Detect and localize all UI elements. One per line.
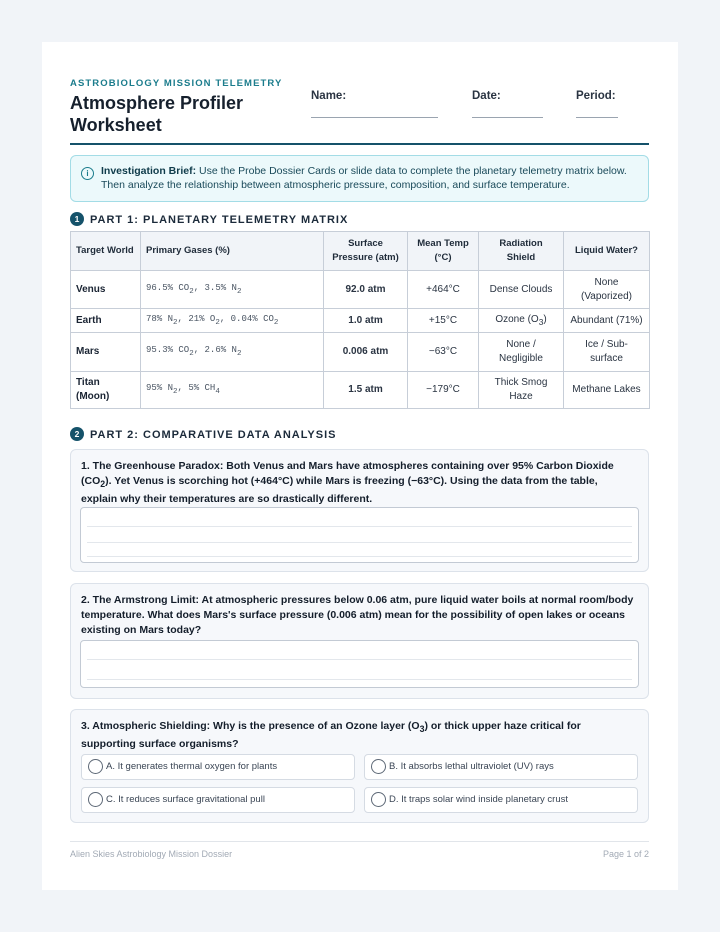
question-1-text: 1. The Greenhouse Paradox: Both Venus and Mars have atmospheres containing over 95% Carbon Dioxide $(CO_2)$. Yet Venus is scorching hot (+464°C) while Mars is freezing (−63°C). Using the data from the table, explain why their temperatures are so drastically different.: [81, 460, 614, 506]
col-surface-pressure: Surface Pressure (atm): [324, 232, 408, 271]
telemetry-matrix: [70, 231, 650, 409]
date-line: [472, 117, 543, 118]
answer-line: [87, 659, 632, 660]
footer-divider: [70, 841, 649, 842]
cell-shield: None / Negligible: [479, 333, 564, 372]
part1-heading: [70, 212, 348, 226]
period-label: Period:: [576, 90, 616, 102]
col-target-world: Target World: [71, 232, 141, 271]
cell-shield: Ozone $(O_3)$: [479, 309, 564, 333]
worksheet-title: Atmosphere Profiler Worksheet: [70, 93, 244, 135]
footer-page-number: Page 1 of 2: [602, 849, 649, 859]
name-field[interactable]: [311, 90, 346, 102]
info-icon: i: [81, 167, 94, 180]
cell-world: Mars: [71, 333, 141, 372]
cell-pressure: 92.0 atm: [324, 271, 408, 309]
cell-shield: Thick Smog Haze: [479, 372, 564, 409]
cell-pressure: 0.006 atm: [324, 333, 408, 372]
name-line: [311, 117, 438, 118]
part2-heading: [70, 427, 337, 441]
col-primary-gases: Primary Gases (%): [141, 232, 324, 271]
cell-temp: +464°C: [408, 271, 479, 309]
period-field[interactable]: [576, 90, 616, 102]
cell-pressure: 1.5 atm: [324, 372, 408, 409]
cell-water: Methane Lakes: [564, 372, 650, 409]
header-divider: [70, 143, 649, 145]
option-c[interactable]: [81, 787, 355, 813]
cell-gases: 78% $N_2$, 21% $O_2$, 0.04% $CO_2$: [141, 309, 324, 333]
option-d[interactable]: [364, 787, 638, 813]
part1-title: PART 1: PLANETARY TELEMETRY MATRIX: [90, 214, 349, 226]
radio-circle-icon[interactable]: [88, 792, 103, 807]
option-b-label: B. It absorbs lethal ultraviolet (UV) rays: [389, 761, 554, 772]
cell-gases: 95.3% $CO_2$, 2.6% $N_2$: [141, 333, 324, 372]
cell-shield: Dense Clouds: [479, 271, 564, 309]
option-a-label: A. It generates thermal oxygen for plants: [106, 761, 278, 772]
cell-temp: −63°C: [408, 333, 479, 372]
answer-line: [87, 556, 632, 557]
mission-kicker: ASTROBIOLOGY MISSION TELEMETRY: [70, 78, 283, 89]
period-line: [576, 117, 618, 118]
cell-water: Abundant (71%): [564, 309, 650, 333]
date-field[interactable]: [472, 90, 501, 102]
cell-temp: +15°C: [408, 309, 479, 333]
cell-world: Venus: [71, 271, 141, 309]
brief-body: Use the Probe Dossier Cards or slide data to complete the planetary telemetry matrix below. Then analyze the relationship between atmospheric pressure, composition, and surface temperature.: [101, 165, 627, 191]
question-3-text: 3. Atmospheric Shielding: Why is the presence of an Ozone layer $(O_3)$ or thick upper haze critical for supporting surface organisms?: [81, 720, 581, 751]
cell-world: Earth: [71, 309, 141, 333]
name-label: Name:: [311, 90, 347, 102]
option-b[interactable]: [364, 754, 638, 780]
radio-circle-icon[interactable]: [88, 759, 103, 774]
col-radiation-shield: Radiation Shield: [479, 232, 564, 271]
table-row: [71, 372, 650, 409]
answer-box-2[interactable]: [80, 640, 639, 688]
cell-gases: 96.5% $CO_2$, 3.5% $N_2$: [141, 271, 324, 309]
answer-line: [87, 679, 632, 680]
radio-circle-icon[interactable]: [371, 792, 386, 807]
col-liquid-water: Liquid Water?: [564, 232, 650, 271]
question-card-3: [70, 709, 649, 823]
part1-number-badge: 1: [70, 212, 84, 226]
brief-text: [101, 165, 636, 192]
option-c-label: C. It reduces surface gravitational pull: [106, 794, 265, 805]
radio-circle-icon[interactable]: [371, 759, 386, 774]
cell-gases: 95% $N_2$, 5% $CH_4$: [141, 372, 324, 409]
cell-water: None (Vaporized): [564, 271, 650, 309]
option-d-label: D. It traps solar wind inside planetary crust: [389, 794, 568, 805]
table-row: [71, 333, 650, 372]
worksheet-page: [42, 42, 678, 890]
option-a[interactable]: [81, 754, 355, 780]
part2-title: PART 2: COMPARATIVE DATA ANALYSIS: [90, 429, 337, 441]
investigation-brief: [70, 155, 649, 202]
part2-number-badge: 2: [70, 427, 84, 441]
answer-box-1[interactable]: [80, 507, 639, 563]
cell-temp: −179°C: [408, 372, 479, 409]
cell-world: Titan (Moon): [71, 372, 141, 409]
col-mean-temp: Mean Temp (°C): [408, 232, 479, 271]
cell-water: Ice / Sub-surface: [564, 333, 650, 372]
brief-label: Investigation Brief:: [101, 165, 197, 177]
question-card-1: [70, 449, 649, 572]
answer-line: [87, 542, 632, 543]
date-label: Date:: [472, 90, 501, 102]
table-row: [71, 271, 650, 309]
table-header-row: [71, 232, 650, 271]
cell-pressure: 1.0 atm: [324, 309, 408, 333]
footer-dossier-name: Alien Skies Astrobiology Mission Dossier: [70, 849, 233, 859]
table-row: [71, 309, 650, 333]
question-card-2: [70, 583, 649, 699]
answer-line: [87, 526, 632, 527]
question-2-text: 2. The Armstrong Limit: At atmospheric pressures below 0.06 atm, pure liquid water boils at normal room/body temperature. What does Mars's surface pressure (0.006 atm) mean for the possibility of open lakes or oceans existing on Mars today?: [81, 594, 634, 636]
